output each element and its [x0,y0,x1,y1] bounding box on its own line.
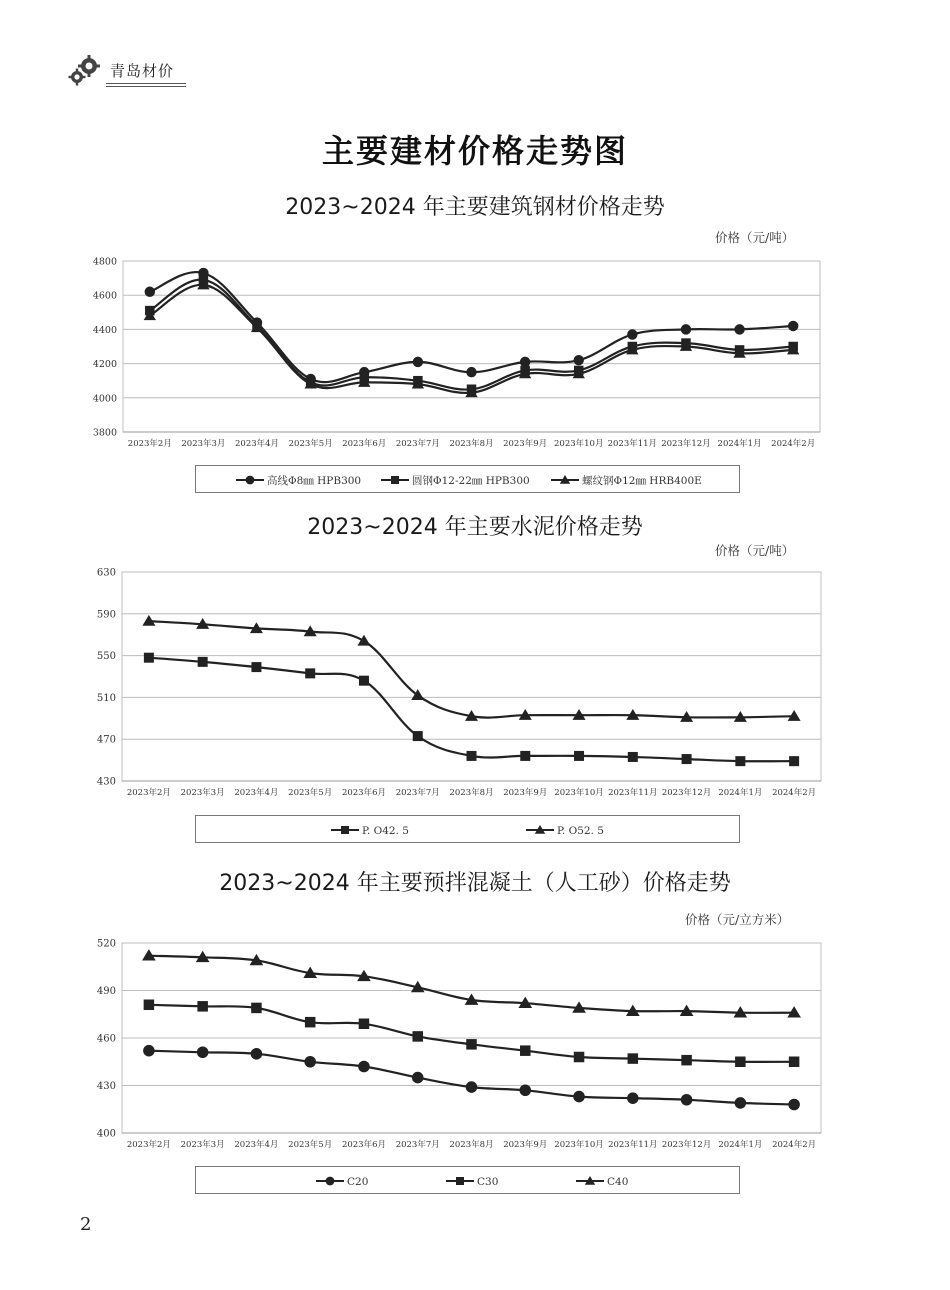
legend-label: 圆钢Φ12-22㎜ HPB300 [412,475,530,487]
legend-marker-circle [326,1177,335,1186]
x-tick-label: 2024年2月 [772,788,817,798]
legend-label: 螺纹钢Φ12㎜ HRB400E [582,475,702,487]
x-tick-label: 2023年6月 [342,439,387,449]
x-tick-label: 2023年4月 [234,788,279,798]
data-point-circle [519,1084,531,1096]
y-tick-label: 550 [96,651,116,663]
data-point-square [520,751,530,761]
x-tick-label: 2023年2月 [126,788,171,798]
y-tick-label: 430 [96,1081,116,1092]
data-point-square [412,1031,423,1042]
data-point-square [574,751,584,761]
data-point-circle [681,1094,693,1106]
x-tick-label: 2023年2月 [126,1140,171,1150]
y-tick-label: 4600 [92,290,117,302]
data-point-circle [681,324,691,334]
x-tick-label: 2023年7月 [395,439,440,449]
data-point-square [198,657,208,667]
legend-marker-square [391,476,399,484]
data-point-square [681,1055,692,1066]
x-tick-label: 2023年12月 [661,788,712,798]
data-point-circle [304,1056,316,1068]
cement-price-chart [0,560,950,800]
x-tick-label: 2023年6月 [341,1140,386,1150]
data-point-circle [143,1045,155,1057]
x-tick-label: 2024年1月 [717,439,762,449]
y-tick-label: 520 [96,938,116,950]
data-point-square [144,653,154,663]
x-tick-label: 2023年12月 [661,1140,712,1150]
brand-name: 青岛材价 [110,62,175,80]
data-point-square [466,1039,477,1050]
legend-label: C30 [477,1176,499,1188]
data-point-circle [627,329,637,339]
data-point-circle [574,355,584,365]
data-point-circle [358,1061,370,1073]
data-point-square [359,676,369,686]
data-point-square [682,754,692,764]
data-point-square [628,1053,639,1064]
x-tick-label: 2023年9月 [503,439,548,449]
y-tick-label: 4400 [92,324,117,336]
steel-price-chart [0,250,950,460]
x-tick-label: 2023年9月 [503,788,548,798]
y-tick-label: 4800 [92,256,117,268]
data-point-circle [197,1046,209,1058]
x-tick-label: 2023年7月 [395,788,440,798]
legend-label: C40 [607,1176,629,1188]
data-point-circle [735,1097,747,1109]
x-tick-label: 2024年2月 [771,439,816,449]
cement-unit-label: 价格（元/吨） [715,543,795,558]
data-point-circle [627,1092,639,1104]
data-point-square [305,1017,316,1027]
x-tick-label: 2023年3月 [180,788,225,798]
steel-chart-title: 2023~2024 年主要建筑钢材价格走势 [285,195,665,220]
y-tick-label: 590 [96,609,116,621]
legend-marker-square [341,826,349,834]
x-tick-label: 2023年8月 [449,439,494,449]
data-point-square [628,752,638,762]
concrete-unit-label: 价格（元/立方米） [685,912,790,927]
data-point-circle [466,367,476,377]
concrete-chart-title: 2023~2024 年主要预拌混凝土（人工砂）价格走势 [219,871,731,896]
data-point-circle [413,357,423,367]
page-header [68,52,186,88]
y-tick-label: 470 [96,734,116,746]
x-tick-label: 2023年5月 [288,1140,333,1150]
y-tick-label: 630 [96,567,116,579]
data-point-square [735,1057,746,1068]
data-point-square [197,1001,208,1012]
data-point-circle [788,1099,800,1111]
x-tick-label: 2023年7月 [395,1140,440,1150]
data-point-square [789,756,799,766]
x-tick-label: 2023年8月 [449,788,494,798]
x-tick-label: 2023年11月 [608,788,658,798]
data-point-square [735,756,745,766]
y-tick-label: 400 [96,1128,116,1140]
data-point-circle [251,1048,263,1060]
data-point-square [574,1052,585,1063]
legend-label: 高线Φ8㎜ HPB300 [267,475,362,487]
y-tick-label: 460 [96,1033,116,1045]
legend-label: P. O52. 5 [557,825,604,837]
data-point-circle [573,1091,585,1103]
data-point-square [789,1057,800,1068]
x-tick-label: 2023年3月 [181,439,226,449]
x-tick-label: 2023年6月 [341,788,386,798]
data-point-circle [412,1072,424,1084]
x-tick-label: 2023年9月 [503,1140,548,1150]
cement-chart-title: 2023~2024 年主要水泥价格走势 [307,515,643,540]
data-point-circle [788,321,798,331]
steel-unit-label: 价格（元/吨） [715,230,795,245]
x-tick-label: 2024年1月 [718,788,763,798]
data-point-square [413,731,423,741]
header-rule [106,86,186,87]
x-tick-label: 2023年2月 [127,439,172,449]
x-tick-label: 2023年8月 [449,1140,494,1150]
plot-area [122,572,821,781]
data-point-square [251,1003,262,1014]
page-number: 2 [80,1214,92,1235]
cement-legend [195,815,740,843]
legend-label: C20 [347,1176,369,1188]
x-tick-label: 2023年5月 [288,788,333,798]
data-point-square [251,662,261,672]
data-point-circle [145,287,155,297]
y-tick-label: 4000 [92,393,117,405]
x-tick-label: 2023年10月 [554,439,604,449]
data-point-square [144,1000,155,1011]
x-tick-label: 2023年10月 [554,788,604,798]
data-point-square [359,1019,370,1030]
gears-icon [68,55,104,87]
header-rule [106,83,186,84]
x-tick-label: 2023年4月 [235,439,280,449]
data-point-circle [520,357,530,367]
x-tick-label: 2023年5月 [288,439,333,449]
y-tick-label: 3800 [92,427,117,439]
x-tick-label: 2023年3月 [180,1140,225,1150]
y-tick-label: 490 [96,986,116,997]
legend-marker-circle [246,476,255,485]
x-tick-label: 2024年2月 [772,1140,817,1150]
data-point-circle [466,1081,478,1093]
data-point-circle [734,324,744,334]
data-point-square [520,1045,531,1056]
x-tick-label: 2023年11月 [608,1140,658,1150]
x-tick-label: 2023年12月 [661,439,711,449]
concrete-legend [195,1166,740,1194]
y-tick-label: 4200 [92,359,117,371]
y-tick-label: 510 [96,692,116,704]
x-tick-label: 2023年10月 [554,1140,604,1150]
data-point-square [305,668,315,678]
data-point-square [467,751,477,761]
x-tick-label: 2023年4月 [234,1140,279,1150]
x-tick-label: 2023年11月 [607,439,658,449]
steel-legend [195,465,740,493]
legend-label: P. O42. 5 [362,825,409,837]
x-tick-label: 2024年1月 [718,1140,763,1150]
concrete-price-chart [0,930,950,1160]
legend-marker-square [456,1177,464,1185]
page-title: 主要建材价格走势图 [321,132,628,170]
y-tick-label: 430 [96,776,116,788]
